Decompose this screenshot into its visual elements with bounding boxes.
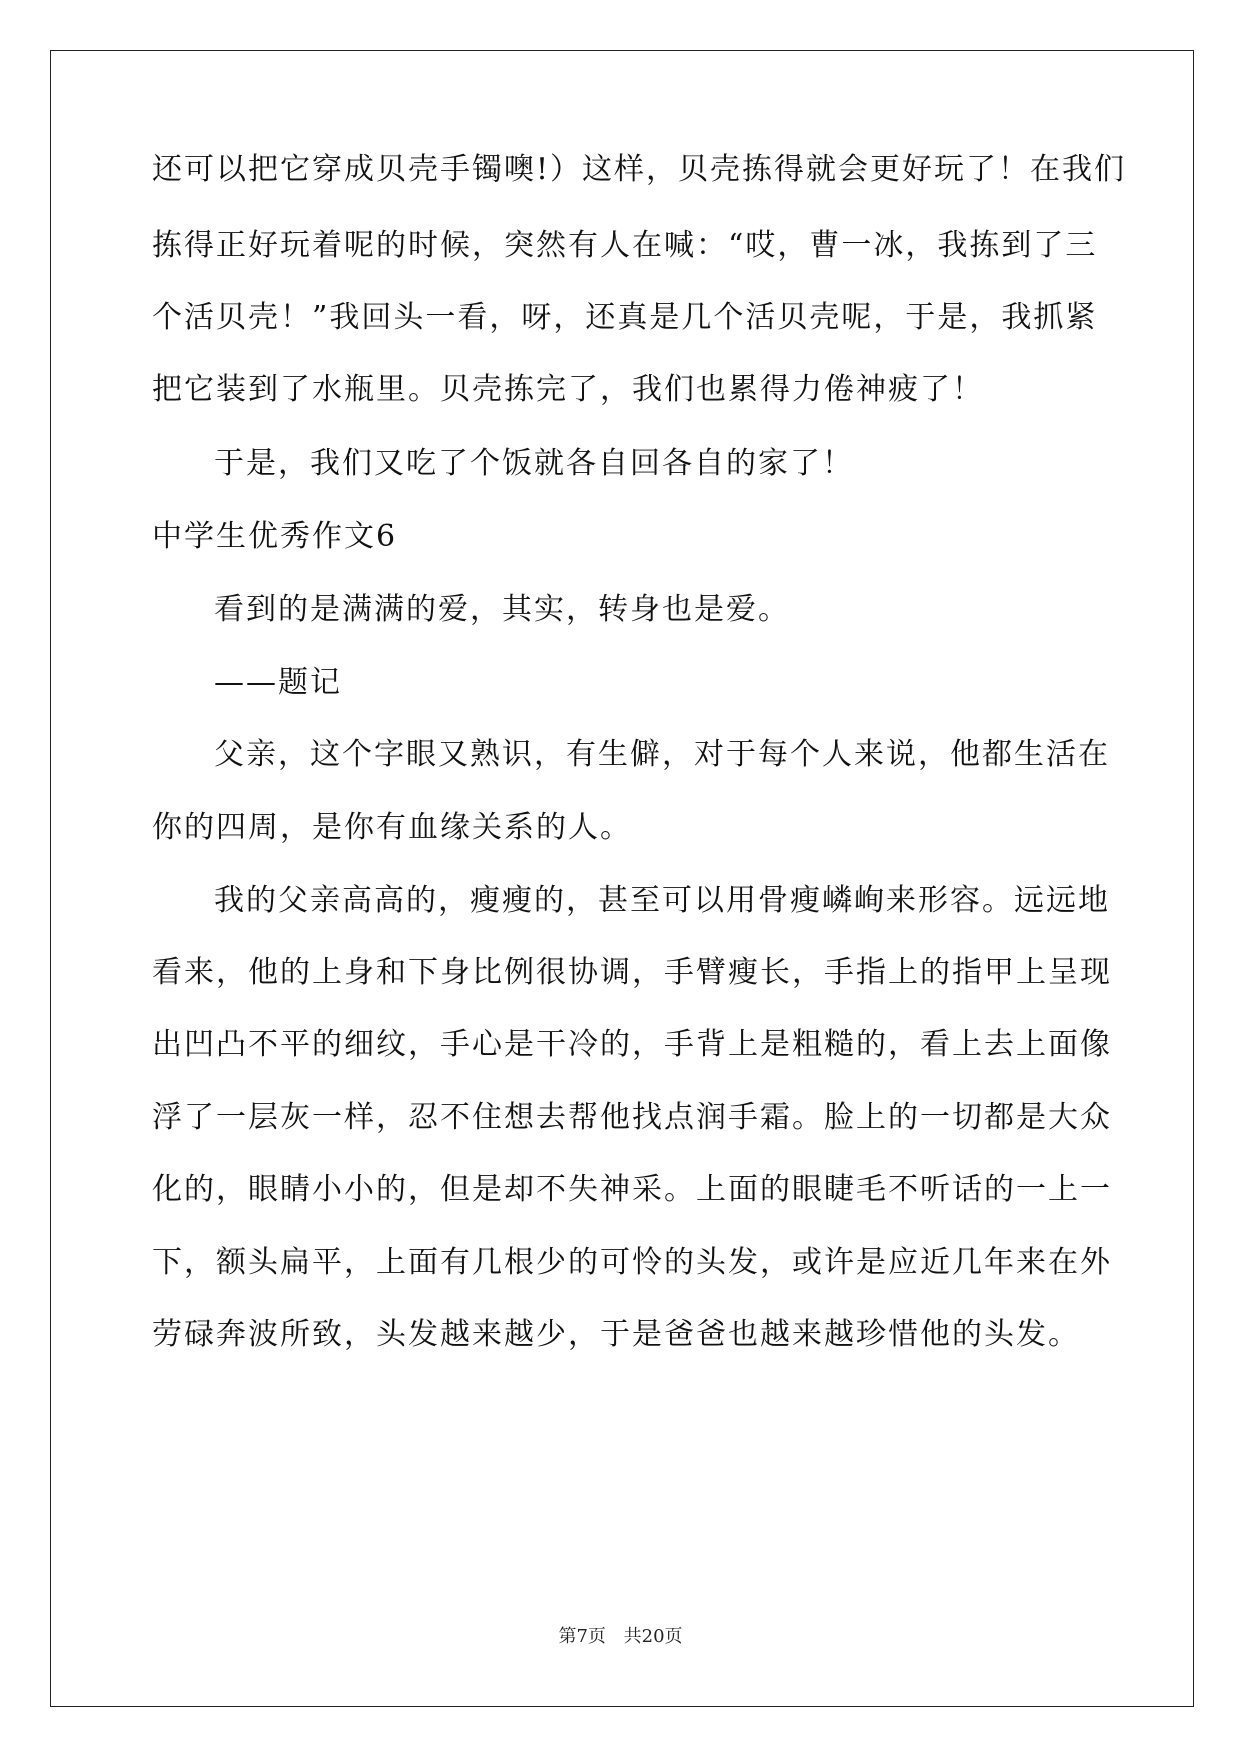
body-line: 把它装到了水瓶里。贝壳拣完了，我们也累得力倦神疲了！ [152, 372, 984, 407]
body-line: 劳碌奔波所致，头发越来越少，于是爸爸也越来越珍惜他的头发。 [152, 1317, 1080, 1352]
body-line: 你的四周，是你有血缘关系的人。 [152, 810, 632, 845]
body-line: 化的，眼睛小小的，但是却不失神采。上面的眼睫毛不听话的一上一 [152, 1172, 1112, 1207]
page-footer [0, 1625, 1241, 1649]
section-heading: 中学生优秀作文6 [152, 519, 398, 554]
page-total: 共20页 [623, 1626, 683, 1647]
body-line: 个活贝壳！”我回头一看，呀，还真是几个活贝壳呢，于是，我抓紧 [152, 300, 1098, 335]
body-line: 拣得正好玩着呢的时候，突然有人在喊：“哎，曹一冰，我拣到了三 [152, 228, 1098, 263]
body-line: 还可以把它穿成贝壳手镯噢!）这样，贝壳拣得就会更好玩了！在我们 [152, 152, 1127, 187]
body-line: 下，额头扁平，上面有几根少的可怜的头发，或许是应近几年来在外 [152, 1245, 1112, 1280]
body-paragraph: 父亲，这个字眼又熟识，有生僻，对于每个人来说，他都生活在 [214, 737, 1110, 772]
body-paragraph: 我的父亲高高的，瘦瘦的，甚至可以用骨瘦嶙峋来形容。远远地 [214, 883, 1110, 918]
page-number: 第7页 [558, 1626, 606, 1647]
epigraph: 看到的是满满的爱，其实，转身也是爱。 [214, 592, 790, 627]
epigraph-attribution: ——题记 [214, 665, 342, 700]
body-line: 浮了一层灰一样，忍不住想去帮他找点润手霜。脸上的一切都是大众 [152, 1100, 1112, 1135]
body-line: 出凹凸不平的细纹，手心是干冷的，手背上是粗糙的，看上去上面像 [152, 1027, 1112, 1062]
body-line: 看来，他的上身和下身比例很协调，手臂瘦长，手指上的指甲上呈现 [152, 955, 1112, 990]
body-paragraph: 于是，我们又吃了个饭就各自回各自的家了！ [214, 446, 854, 481]
